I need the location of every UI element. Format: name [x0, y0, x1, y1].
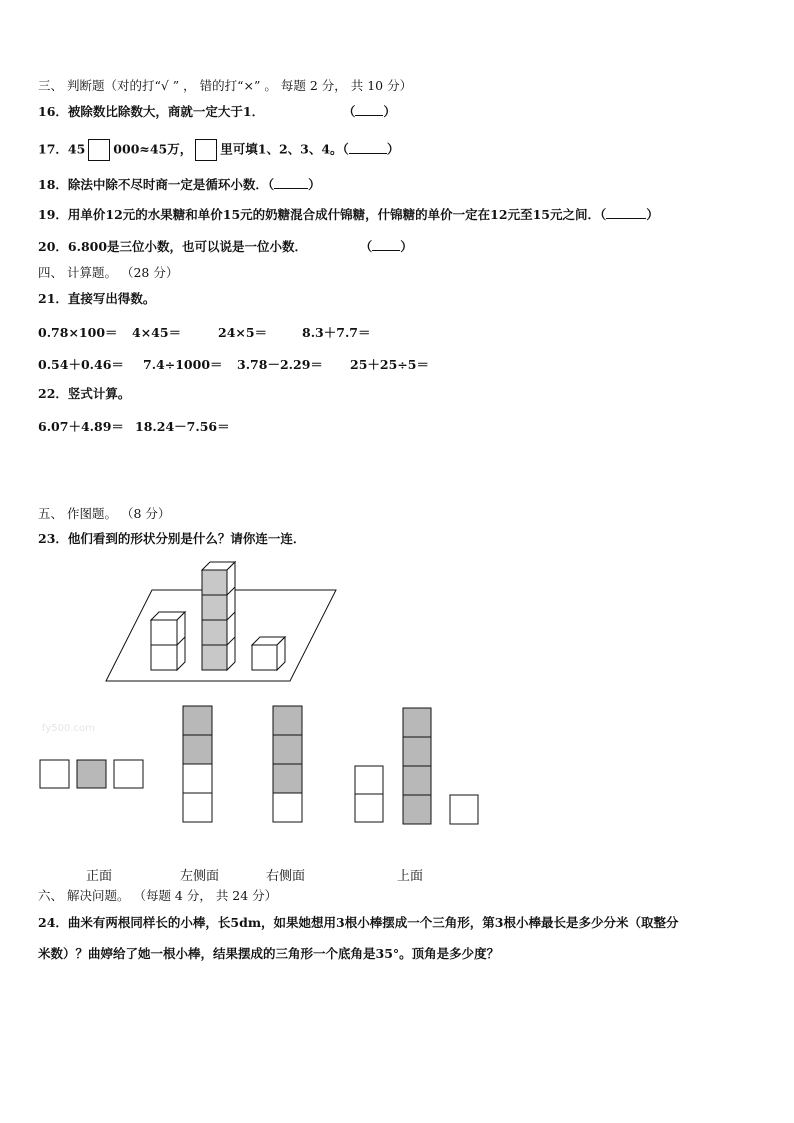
question-23: 23．他们看到的形状分别是什么？请你连一连．	[38, 531, 306, 546]
question-24-line-1: 24．曲米有两根同样长的小棒，长5dm，如果她想用3根小棒摆成一个三角形，第3根小棒最长是多少分米（取整分	[38, 915, 679, 930]
view-option-a	[40, 760, 143, 788]
paren-close: ）	[308, 177, 321, 192]
cube-single	[252, 637, 285, 670]
cube-stack-2	[151, 612, 185, 670]
calc-expression: 24×5＝	[218, 325, 268, 340]
question-21: 21．直接写出得数。	[38, 291, 156, 306]
paren-open: （	[359, 239, 373, 254]
paren-close: ）	[646, 207, 659, 222]
watermark: fy500.com	[42, 723, 95, 734]
calc-expression: 3.78－2.29＝	[237, 357, 323, 372]
question-19-text: 19．用单价12元的水果糖和单价15元的奶糖混合成什锦糖，什锦糖的单价一定在12元至15元之间．（	[38, 207, 607, 222]
calc-expression: 0.78×100＝	[38, 325, 118, 340]
question-17-middle: 000≈45万，	[113, 141, 193, 157]
paren-close: ）	[400, 239, 413, 254]
view-label-right: 右侧面	[266, 869, 306, 884]
cube-stack-4	[202, 562, 235, 670]
paren-open: （	[342, 104, 356, 119]
question-18-text: 18．除法中除不尽时商一定是循环小数．（	[38, 177, 275, 192]
calc-expression: 7.4÷1000＝	[143, 357, 223, 372]
section-3-title: 三、 判断题（对的打“√ ” ， 错的打“×” 。 每题 2 分， 共 10 分）	[38, 78, 413, 93]
calc-expression: 8.3＋7.7＝	[302, 325, 371, 340]
paren-close: ）	[386, 141, 400, 157]
view-option-c	[273, 706, 302, 822]
view-label-top: 上面	[397, 869, 424, 884]
question-24-line-2: 米数）？曲婷给了她一根小棒，结果摆成的三角形一个底角是35°。顶角是多少度？	[38, 946, 500, 961]
question-17-prefix: 17．45	[38, 141, 86, 157]
view-label-front: 正面	[86, 869, 113, 884]
vertical-calc-expression: 6.07＋4.89＝	[38, 419, 124, 434]
section-5-title: 五、 作图题。 （8 分）	[38, 506, 171, 521]
question-16-text: 16．被除数比除数大，商就一定大于1．	[38, 104, 265, 119]
calc-expression: 4×45＝	[132, 325, 182, 340]
calc-expression: 25＋25÷5＝	[350, 357, 429, 372]
paren-close: ）	[383, 104, 396, 119]
view-option-d	[355, 708, 478, 824]
calc-expression: 0.54＋0.46＝	[38, 357, 124, 372]
section-4-title: 四、 计算题。 （28 分）	[38, 265, 179, 280]
question-20-text: 20．6.800是三位小数，也可以说是一位小数．	[38, 239, 308, 254]
view-option-b	[183, 706, 212, 822]
view-label-left: 左侧面	[180, 869, 220, 884]
vertical-calc-expression: 18.24－7.56＝	[135, 419, 230, 434]
question-22: 22．竖式计算。	[38, 386, 131, 401]
section-6-title: 六、 解决问题。 （每题 4 分， 共 24 分）	[38, 888, 278, 903]
question-17-suffix: 里可填1、2、3、4。（	[220, 141, 349, 157]
